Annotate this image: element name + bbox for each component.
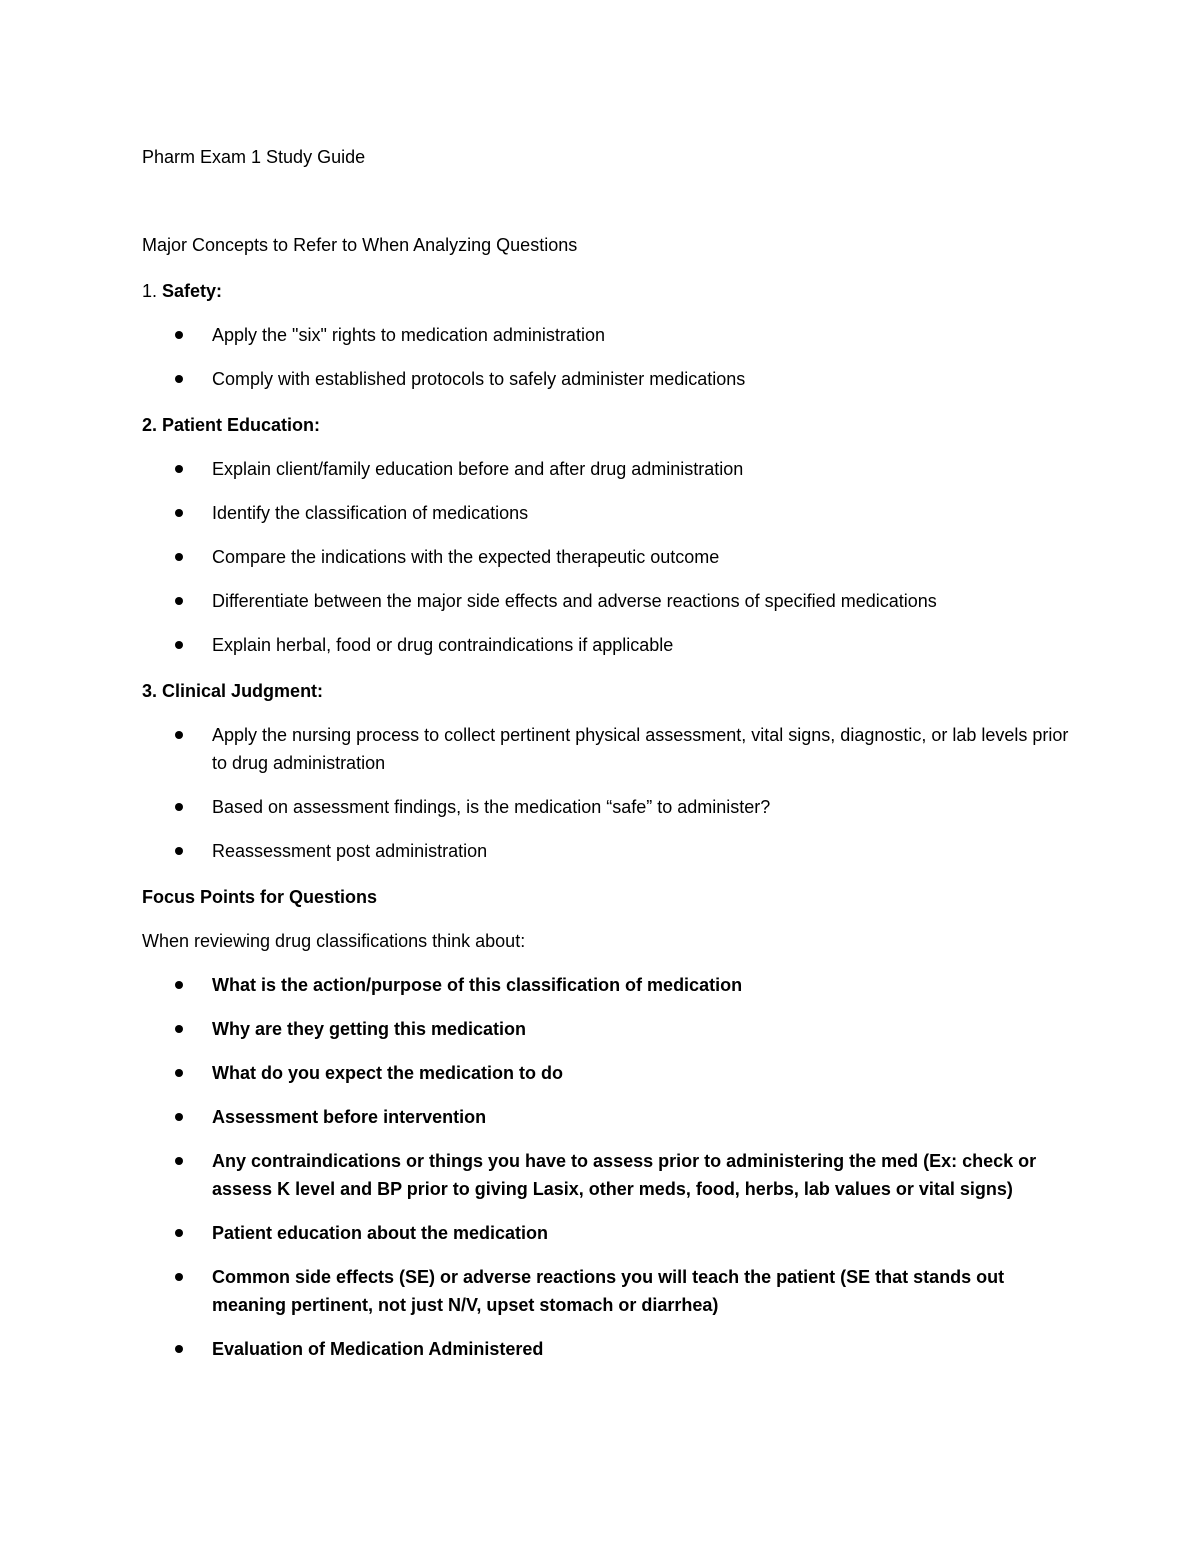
bullet-icon (175, 1069, 183, 1077)
section-number: 1. (142, 281, 158, 301)
section-title: Patient Education: (162, 415, 321, 435)
bullet-icon (175, 1157, 183, 1165)
bullet-icon (175, 731, 183, 739)
list-item: Explain client/family education before and after drug administration (142, 455, 1072, 483)
focus-points-intro: When reviewing drug classifications think about: (142, 931, 526, 951)
section-number: 2. (142, 415, 158, 435)
bullet-icon (175, 1025, 183, 1033)
list-item: Compare the indications with the expected therapeutic outcome (142, 543, 1072, 571)
list-item: Differentiate between the major side effects and adverse reactions of specified medications (142, 587, 1072, 615)
bullet-icon (175, 553, 183, 561)
bullet-icon (175, 509, 183, 517)
bullet-icon (175, 847, 183, 855)
list-item: Apply the nursing process to collect pertinent physical assessment, vital signs, diagnostic, or lab levels prior to drug administration (142, 721, 1072, 777)
section-number: 3. (142, 681, 158, 701)
section-heading-safety (142, 277, 1072, 305)
section-title: Clinical Judgment: (162, 681, 324, 701)
patient-education-list (142, 455, 1072, 659)
safety-list (142, 321, 1072, 393)
list-item: What do you expect the medication to do (142, 1059, 1072, 1087)
list-item: Patient education about the medication (142, 1219, 1072, 1247)
list-item: Based on assessment findings, is the medication “safe” to administer? (142, 793, 1072, 821)
clinical-judgment-list (142, 721, 1072, 865)
bullet-icon (175, 803, 183, 811)
document-title: Pharm Exam 1 Study Guide (142, 147, 366, 167)
list-item: Any contraindications or things you have to assess prior to administering the med (Ex: check or assess K level and BP prior to giving Lasix, other meds, food, herbs, lab values or vital signs) (142, 1147, 1072, 1203)
bullet-icon (175, 1345, 183, 1353)
list-item: Explain herbal, food or drug contraindications if applicable (142, 631, 1072, 659)
bullet-icon (175, 1113, 183, 1121)
bullet-icon (175, 1273, 183, 1281)
focus-points-list (142, 971, 1072, 1363)
section-heading-clinical-judgment (142, 677, 1072, 705)
list-item: Evaluation of Medication Administered (142, 1335, 1072, 1363)
list-item: Reassessment post administration (142, 837, 1072, 865)
bullet-icon (175, 375, 183, 383)
list-item: Comply with established protocols to safely administer medications (142, 365, 1072, 393)
bullet-icon (175, 465, 183, 473)
document-body (142, 143, 1072, 1381)
bullet-icon (175, 641, 183, 649)
list-item: Assessment before intervention (142, 1103, 1072, 1131)
bullet-icon (175, 981, 183, 989)
focus-points-heading: Focus Points for Questions (142, 887, 378, 907)
bullet-icon (175, 331, 183, 339)
major-concepts-heading: Major Concepts to Refer to When Analyzing Questions (142, 235, 578, 255)
section-heading-patient-education (142, 411, 1072, 439)
list-item: Identify the classification of medications (142, 499, 1072, 527)
list-item: What is the action/purpose of this classification of medication (142, 971, 1072, 999)
section-title: Safety: (162, 281, 223, 301)
bullet-icon (175, 1229, 183, 1237)
list-item: Apply the "six" rights to medication administration (142, 321, 1072, 349)
list-item: Why are they getting this medication (142, 1015, 1072, 1043)
bullet-icon (175, 597, 183, 605)
list-item: Common side effects (SE) or adverse reactions you will teach the patient (SE that stands out meaning pertinent, not just N/V, upset stomach or diarrhea) (142, 1263, 1072, 1319)
